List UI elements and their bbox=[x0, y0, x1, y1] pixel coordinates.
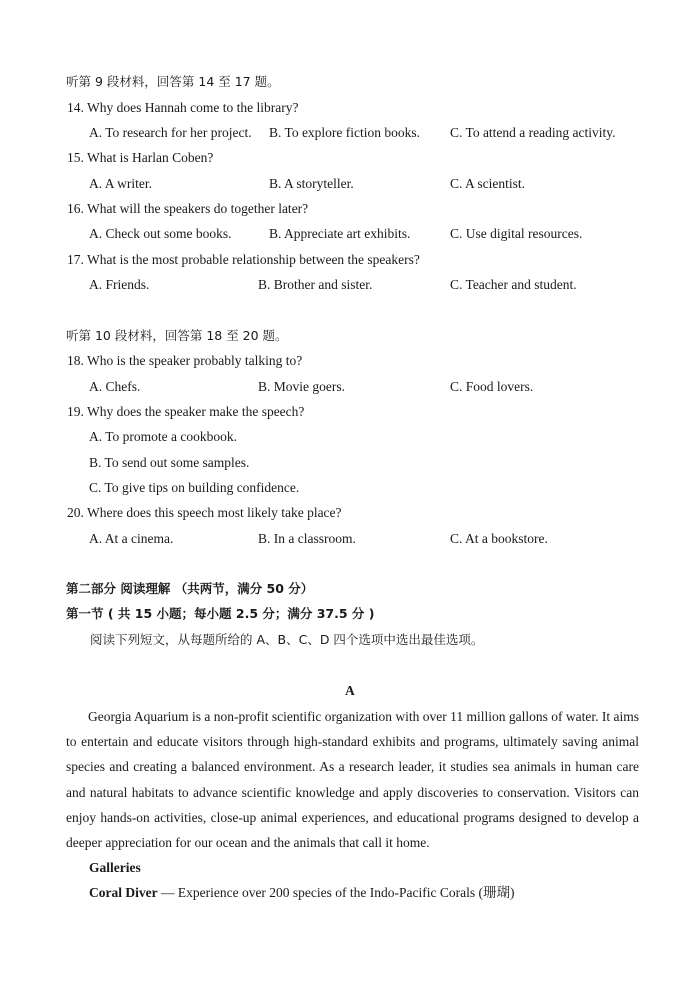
q15-option-a: A. A writer. bbox=[89, 176, 152, 191]
q17-option-b: B. Brother and sister. bbox=[258, 277, 373, 292]
q20-option-c: C. At a bookstore. bbox=[450, 531, 548, 546]
q17-option-c: C. Teacher and student. bbox=[450, 277, 577, 292]
part-2-title: 第二部分 阅读理解 （共两节，满分 50 分） bbox=[66, 581, 314, 596]
question-19-stem: 19. Why does the speaker make the speech? bbox=[67, 404, 305, 419]
question-14-stem: 14. Why does Hannah come to the library? bbox=[67, 100, 299, 115]
q19-option-b: B. To send out some samples. bbox=[89, 455, 250, 470]
q18-option-c: C. Food lovers. bbox=[450, 379, 534, 394]
galleries-heading: Galleries bbox=[89, 860, 141, 875]
part-2-section-1-header: 第一节 ( 共 15 小题；每小题 2.5 分；满分 37.5 分 ) bbox=[66, 606, 375, 621]
passage-paragraph: Georgia Aquarium is a non-profit scientific organization with over 11 million gallons of water. It aims to entertain and educate visitors through high-standard exhibits and programs, ultimately saving animal species and creating a balanced environment. As a research leader, it studies sea animals in human care and natural habitats to advance scientific knowledge and apply discoveries to conservation. Visitors can enjoy hands-on activities, close-up animal experiences, and educational programs designed to develop a deeper appreciation for our ocean and the animals that call it home. bbox=[66, 709, 639, 851]
reading-instruction: 阅读下列短文，从每题所给的 A、B、C、D 四个选项中选出最佳选项。 bbox=[90, 632, 484, 647]
q17-option-a: A. Friends. bbox=[89, 277, 150, 292]
coral-diver-title: Coral Diver bbox=[89, 885, 158, 900]
question-17-stem: 17. What is the most probable relationship between the speakers? bbox=[67, 252, 420, 267]
question-18-stem: 18. Who is the speaker probably talking to? bbox=[67, 353, 303, 368]
q19-option-c: C. To give tips on building confidence. bbox=[89, 480, 300, 495]
question-16-stem: 16. What will the speakers do together later? bbox=[67, 201, 309, 216]
q14-option-b: B. To explore fiction books. bbox=[269, 125, 421, 140]
q18-option-a: A. Chefs. bbox=[89, 379, 141, 394]
q16-option-b: B. Appreciate art exhibits. bbox=[269, 226, 411, 241]
q16-option-a: A. Check out some books. bbox=[89, 226, 232, 241]
coral-diver-text: — Experience over 200 species of the Indo-Pacific Corals (珊瑚) bbox=[157, 885, 515, 900]
q14-option-a: A. To research for her project. bbox=[89, 125, 252, 140]
q19-option-a: A. To promote a cookbook. bbox=[89, 429, 238, 444]
q14-option-c: C. To attend a reading activity. bbox=[450, 125, 616, 140]
passage-letter: A bbox=[345, 683, 355, 698]
q20-option-a: A. At a cinema. bbox=[89, 531, 174, 546]
q15-option-c: C. A scientist. bbox=[450, 176, 526, 191]
question-20-stem: 20. Where does this speech most likely take place? bbox=[67, 505, 342, 520]
q18-option-b: B. Movie goers. bbox=[258, 379, 345, 394]
question-15-stem: 15. What is Harlan Coben? bbox=[67, 150, 214, 165]
q15-option-b: B. A storyteller. bbox=[269, 176, 354, 191]
q20-option-b: B. In a classroom. bbox=[258, 531, 356, 546]
section-9-header: 听第 9 段材料，回答第 14 至 17 题。 bbox=[66, 74, 280, 89]
section-10-header: 听第 10 段材料，回答第 18 至 20 题。 bbox=[66, 328, 288, 343]
q16-option-c: C. Use digital resources. bbox=[450, 226, 583, 241]
coral-diver-line bbox=[89, 884, 515, 902]
